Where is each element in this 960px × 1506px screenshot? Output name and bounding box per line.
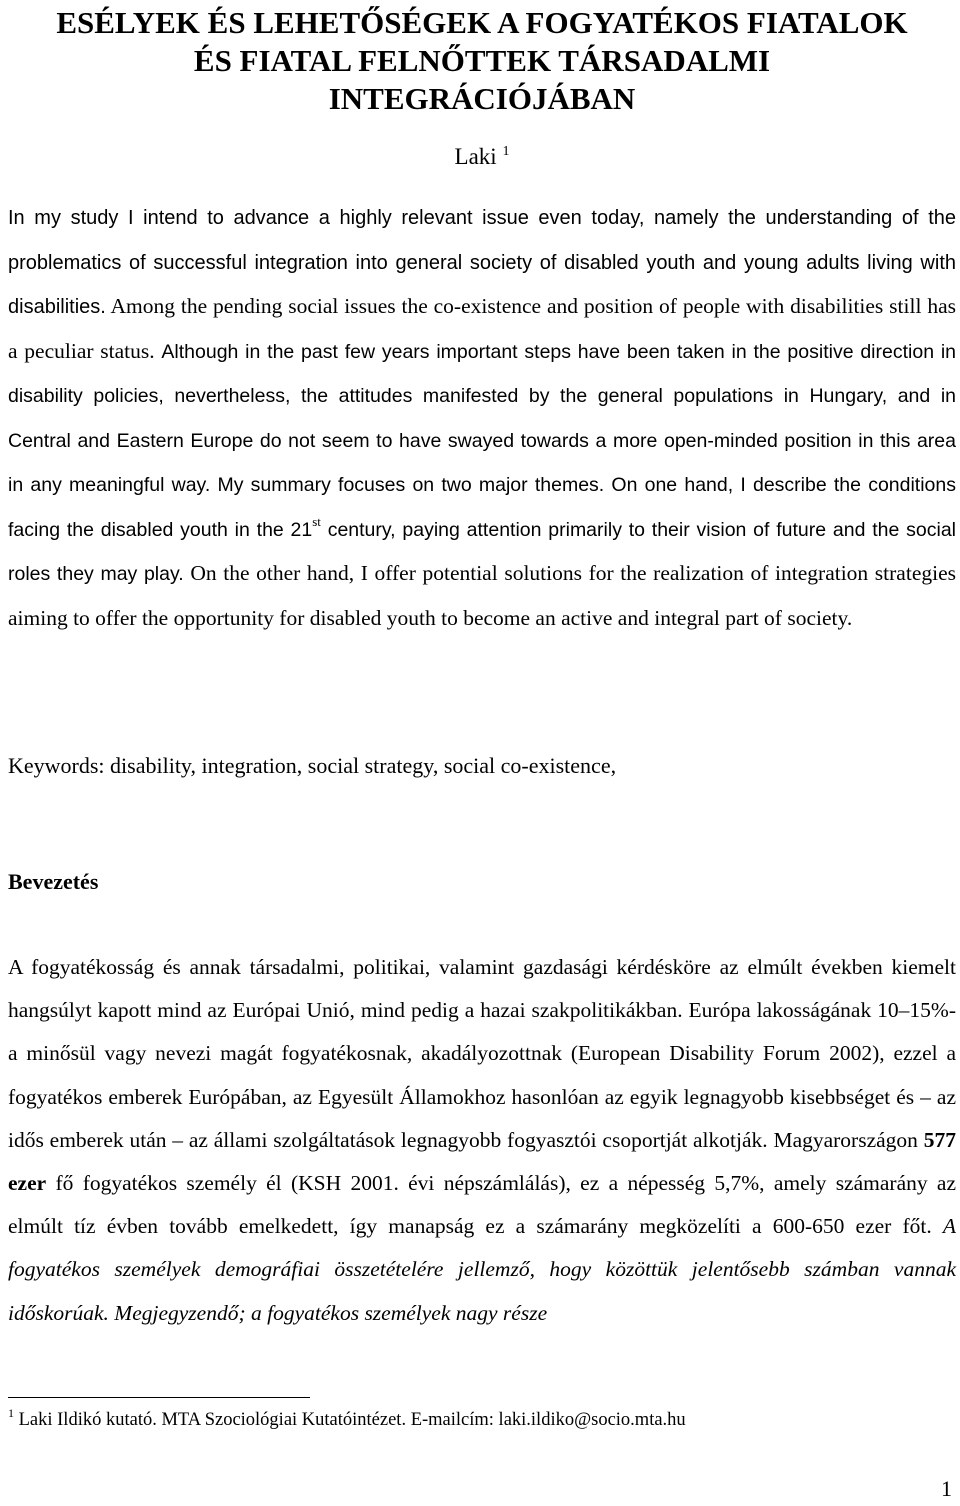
abstract-paragraph (8, 196, 956, 640)
author-footnote-mark: 1 (502, 144, 510, 159)
intro-bold-figure: 577 ezer (8, 1127, 956, 1196)
keywords-line: Keywords: disability, integration, social strategy, social co-existence, (8, 753, 617, 778)
section-heading: Bevezetés (8, 869, 99, 894)
title-line-2: ÉS FIATAL FELNŐTTEK TÁRSADALMI (193, 43, 771, 78)
footnote-mark: 1 (8, 1406, 14, 1420)
intro-text-1: A fogyatékosság és annak társadalmi, politikai, valamint gazdasági kérdésköre az elmúlt években kiemelt hangsúlyt kapott mind az Európai Unió, mind pedig a hazai szakpolitikákban. Európa lakosságának 10–15%-a minősül vagy nevezi magát fogyatékosnak, akadályozottnak (European Disability Forum 2002), ezzel a fogyatékos emberek Európában, az Egyesült Államokhoz hasonlóan az egyik legnagyobb kisebbséget és – az idős emberek után – az állami szolgáltatások legnagyobb fogyasztói csoportját alkotják. Magyarországon (8, 955, 956, 1152)
page-title (8, 4, 956, 118)
author-line (8, 142, 956, 172)
abstract-text-2: Among the pending social issues the co-existence and position of people with disabilities still has a peculiar status. (8, 294, 956, 363)
title-line-1: ESÉLYEK ÉS LEHETŐSÉGEK A FOGYATÉKOS FIATALOK (56, 5, 908, 40)
author-name: Laki (454, 144, 497, 169)
intro-text-2: fő fogyatékos személy él (KSH 2001. évi népszámlálás), ez a népesség 5,7%, amely számarány az elmúlt tíz évben tovább emelkedett, így manapság ez a számarány megközelíti a 600-650 ezer főt. (8, 1171, 957, 1239)
abstract-text-5: On the other hand, I offer potential solutions for the realization of integration strategies aiming to offer the opportunity for disabled youth to become an active and integral part of society. (8, 561, 956, 630)
abstract-text-1: In my study I intend to advance a highly relevant issue even today, namely the understanding of the problematics of successful integration into general society of disabled youth and young adults living with disabilities. (8, 207, 956, 318)
page-number: 1 (941, 1476, 952, 1501)
abstract-text-4: century, paying attention primarily to their vision of future and the social roles they may play. (8, 518, 956, 585)
footnote (8, 1406, 956, 1434)
footnote-divider (8, 1397, 310, 1398)
abstract-text-3: Although in the past few years important steps have been taken in the positive direction in disability policies, nevertheless, the attitudes manifested by the general populations in Hungary, and in Central and Eastern Europe do not seem to have swayed towards a more open-minded position in this area in any meaningful way. My summary focuses on two major themes. On one hand, I describe the conditions facing the disabled youth in the 21 (8, 340, 957, 541)
footnote-text: Laki Ildikó kutató. MTA Szociológiai Kutatóintézet. E-mailcím: laki.ildiko@socio.mta.hu (18, 1410, 686, 1430)
abstract-superscript: st (312, 513, 321, 529)
title-line-3: INTEGRÁCIÓJÁBAN (328, 81, 636, 116)
intro-paragraph (8, 946, 956, 1335)
document-page (8, 0, 956, 1506)
intro-italic-text: A fogyatékos személyek demográfiai összetételére jellemző, hogy közöttük jelentősebb számban vannak időskorúak. Megjegyzendő; a fogyatékos személyek nagy része (8, 1214, 957, 1325)
